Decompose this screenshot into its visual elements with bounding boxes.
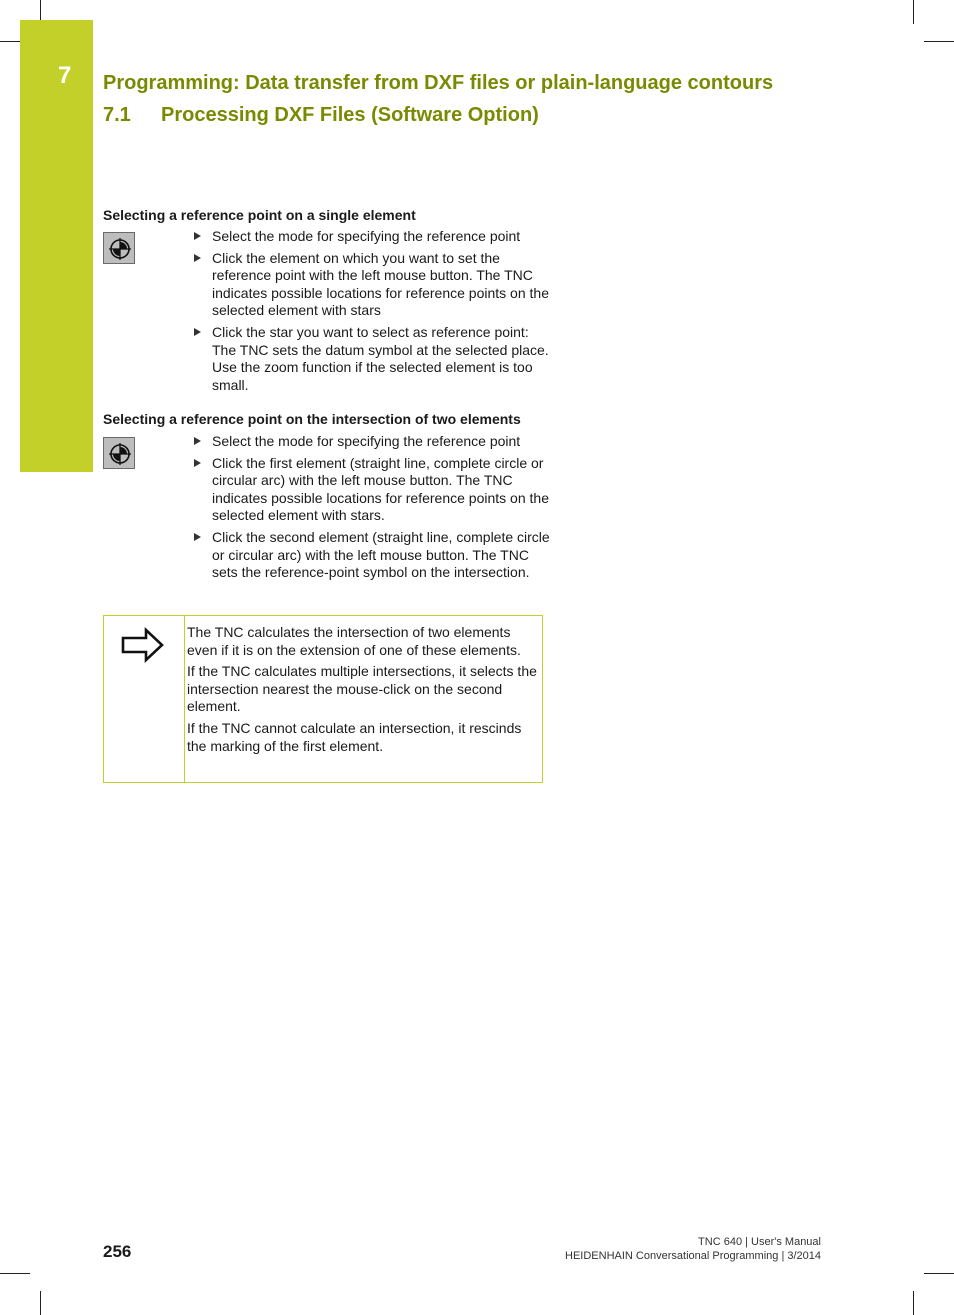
list-item: Select the mode for specifying the reference point (190, 433, 550, 451)
bullet-arrow-icon (194, 437, 201, 445)
bullet-arrow-icon (194, 254, 201, 262)
crop-mark (924, 41, 954, 42)
step-list (190, 228, 550, 398)
footer-line: TNC 640 | User's Manual (698, 1236, 821, 1248)
chapter-number: 7 (58, 62, 72, 89)
note-paragraph: If the TNC cannot calculate an intersection, it rescinds the marking of the first element. (187, 719, 522, 754)
footer (565, 1235, 821, 1263)
crop-mark (0, 1273, 30, 1274)
page-number: 256 (103, 1242, 132, 1261)
bullet-arrow-icon (194, 459, 201, 467)
note-box (103, 615, 543, 783)
section-title-text: Processing DXF Files (Software Option) (161, 104, 539, 126)
list-item: Click the star you want to select as reference point: The TNC sets the datum symbol at the selected place. Use the zoom function if the selected element is too small. (190, 324, 550, 394)
bullet-arrow-icon (194, 328, 201, 336)
subsection-heading: Selecting a reference point on a single element (103, 207, 416, 223)
reference-point-softkey-icon[interactable] (103, 437, 135, 469)
note-text (187, 624, 539, 759)
crop-mark (924, 1273, 954, 1274)
chapter-title: Programming: Data transfer from DXF files or plain-language contours (103, 72, 774, 94)
footer-line: HEIDENHAIN Conversational Programming | 3/2014 (565, 1250, 821, 1262)
note-arrow-icon (120, 626, 166, 664)
bullet-arrow-icon (194, 533, 201, 541)
note-paragraph: The TNC calculates the intersection of two elements even if it is on the extension of one of these elements. (187, 624, 521, 658)
note-divider (184, 616, 185, 782)
list-item: Click the second element (straight line, complete circle or circular arc) with the left mouse button. The TNC sets the reference-point symbol on the intersection. (190, 529, 550, 582)
reference-point-softkey-icon[interactable] (103, 232, 135, 264)
step-list (190, 433, 550, 586)
section-number: 7.1 (103, 104, 131, 126)
list-item: Click the element on which you want to set the reference point with the left mouse button. The TNC indicates possible locations for reference points on the selected element with stars (190, 250, 550, 320)
crop-mark (913, 0, 914, 24)
bullet-arrow-icon (194, 232, 201, 240)
crop-mark (913, 1291, 914, 1315)
chapter-tab (20, 20, 93, 472)
crop-mark (40, 1291, 41, 1315)
section-title (103, 104, 539, 127)
subsection-heading: Selecting a reference point on the intersection of two elements (103, 411, 521, 427)
list-item: Select the mode for specifying the reference point (190, 228, 550, 246)
list-item: Click the first element (straight line, complete circle or circular arc) with the left mouse button. The TNC indicates possible locations for reference points on the selected element with stars. (190, 455, 550, 525)
note-paragraph: If the TNC calculates multiple intersections, it selects the intersection nearest the mouse-click on the second element. (187, 663, 537, 715)
